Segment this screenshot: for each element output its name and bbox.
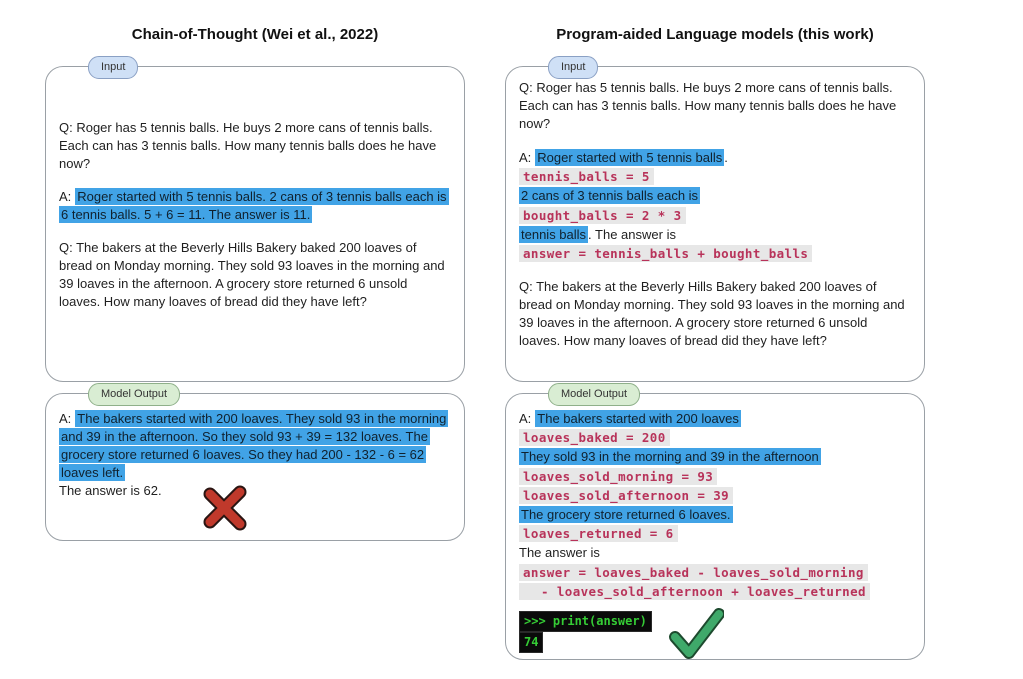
right-input-answer-line — [519, 148, 911, 167]
code-statement: loaves_returned = 6 — [519, 525, 678, 542]
left-input-badge: Input — [88, 56, 138, 79]
left-input-question-2: Q: The bakers at the Beverly Hills Bakery baked 200 loaves of bread on Monday morning. They sold 93 loaves in the morning and 39 loaves in the afternoon. A grocery store returned 6 unsold loaves. How many loaves of bread did they have left? — [59, 240, 445, 309]
code-statement: bought_balls = 2 * 3 — [519, 207, 686, 224]
code-statement: tennis_balls = 5 — [519, 168, 654, 185]
code-line — [519, 467, 911, 486]
code-line — [519, 582, 911, 601]
green-check-icon — [668, 607, 724, 659]
left-output-badge: Model Output — [88, 383, 180, 406]
right-output-answer-line — [519, 409, 911, 428]
nl-highlight: The bakers started with 200 loaves — [537, 411, 739, 426]
right-input-question-2: Q: The bakers at the Beverly Hills Bakery baked 200 loaves of bread on Monday morning. They sold 93 loaves in the morning and 39 loaves in the afternoon. A grocery store returned 6 unsold loaves. How many loaves of bread did they have left? — [519, 279, 905, 349]
right-input-badge: Input — [548, 56, 598, 79]
code-statement: answer = loaves_baked - loaves_sold_morning — [519, 564, 868, 581]
spacer — [519, 263, 911, 278]
plain-text: . — [724, 150, 728, 165]
right-output-badge: Model Output — [548, 383, 640, 406]
plain-line: The answer is — [519, 545, 600, 561]
code-statement: answer = tennis_balls + bought_balls — [519, 245, 812, 262]
spacer — [59, 173, 451, 188]
nl-line — [519, 505, 911, 524]
nl-line — [519, 447, 911, 466]
spacer — [519, 133, 911, 148]
left-input-question-1: Q: Roger has 5 tennis balls. He buys 2 more cans of tennis balls. Each can has 3 tennis balls. How many tennis balls does he have now? — [59, 120, 437, 171]
answer-prefix: A: — [519, 411, 532, 426]
answer-prefix: A: — [59, 411, 72, 426]
code-line — [519, 244, 911, 263]
code-line — [519, 486, 911, 505]
right-column-title: Program-aided Language models (this work) — [556, 26, 874, 43]
plain-text: . The answer is — [588, 226, 676, 242]
nl-highlight: The grocery store returned 6 loaves. — [521, 507, 731, 523]
left-output-panel — [45, 388, 465, 541]
left-output-answer — [59, 410, 451, 482]
nl-line — [519, 186, 911, 205]
code-statement: - loaves_sold_afternoon + loaves_returned — [519, 583, 870, 600]
left-output-final-line: The answer is 62. — [59, 483, 162, 498]
nl-highlight: tennis balls — [521, 226, 587, 242]
code-line — [519, 428, 911, 447]
cot-answer-highlight: Roger started with 5 tennis balls. 2 cans of 3 tennis balls each is 6 tennis balls. 5 + 6 = 11. The answer is 11. — [61, 189, 447, 222]
nl-highlight: 2 cans of 3 tennis balls each is — [521, 188, 699, 204]
terminal-result: 74 — [519, 632, 543, 653]
left-column-title: Chain-of-Thought (Wei et al., 2022) — [131, 26, 379, 43]
code-statement: loaves_sold_morning = 93 — [519, 468, 717, 485]
code-statement: loaves_baked = 200 — [519, 429, 670, 446]
red-cross-icon — [201, 484, 249, 532]
right-input-question-1: Q: Roger has 5 tennis balls. He buys 2 more cans of tennis balls. Each can has 3 tennis balls. How many tennis balls does he have now? — [519, 80, 897, 131]
code-line — [519, 206, 911, 225]
nl-line — [519, 225, 911, 244]
terminal-command: >>> print(answer) — [519, 611, 652, 632]
code-line — [519, 563, 911, 582]
code-statement: loaves_sold_afternoon = 39 — [519, 487, 733, 504]
left-input-answer — [59, 188, 451, 224]
cot-output-highlight: The bakers started with 200 loaves. They sold 93 in the morning and 39 in the afternoon. So they sold 93 + 39 = 132 loaves. The grocery store returned 6 loaves. So they had 200 - 132 - 6 = 62 loaves left. — [61, 411, 447, 480]
nl-highlight: They sold 93 in the morning and 39 in the afternoon — [521, 449, 819, 465]
answer-prefix: A: — [519, 150, 532, 165]
answer-prefix: A: — [59, 189, 72, 204]
right-output-panel — [505, 388, 925, 660]
left-input-panel — [45, 61, 465, 382]
right-input-panel — [505, 61, 925, 382]
nl-highlight: Roger started with 5 tennis balls — [537, 150, 723, 165]
code-line — [519, 167, 911, 186]
code-line — [519, 524, 911, 543]
spacer — [59, 224, 451, 239]
